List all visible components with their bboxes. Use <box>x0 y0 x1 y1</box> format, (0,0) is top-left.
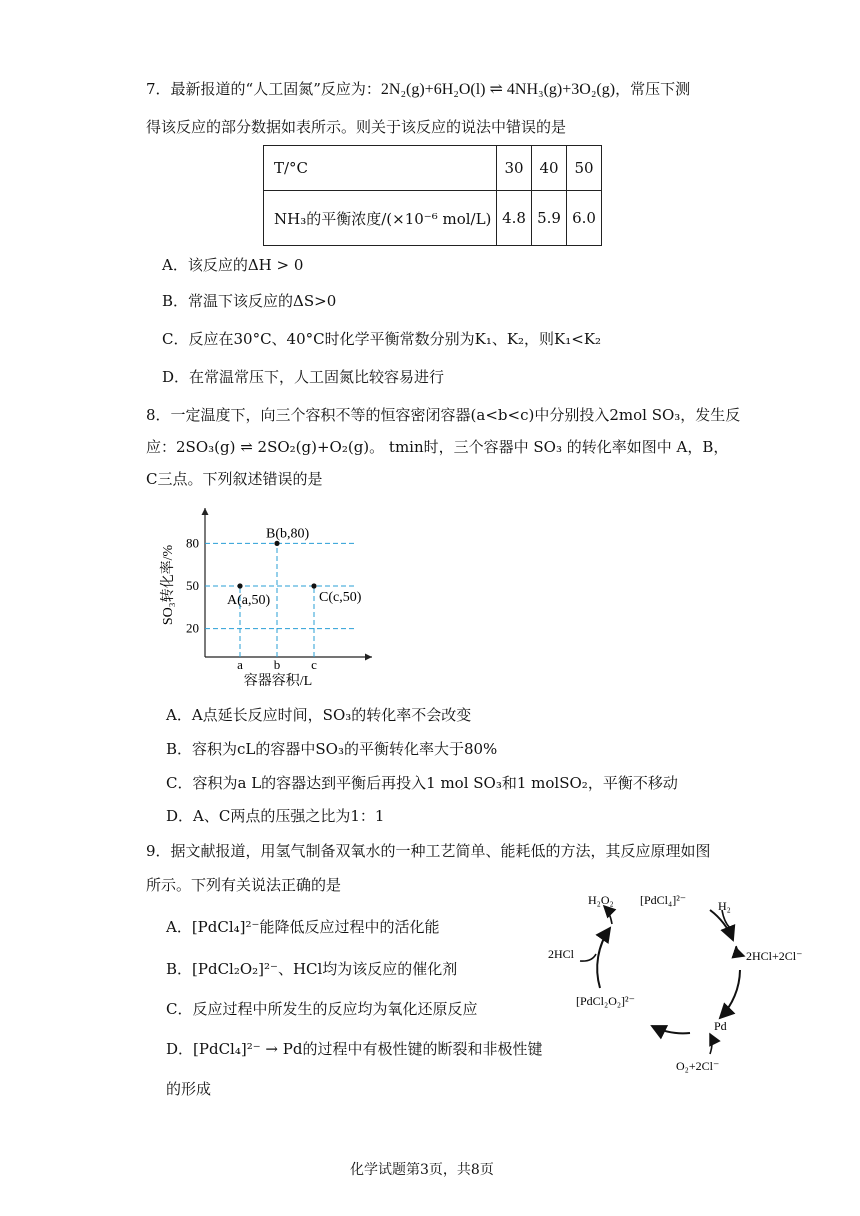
q8-stem-line2: 应：2SO₃(g) ⇌ 2SO₂(g)+O₂(g)。 tmin时，三个容器中 SO₃ 的转化率如图中 A，B， <box>146 438 729 456</box>
x-axis-label: 容器容积/L <box>243 674 313 689</box>
x-tick-a: a <box>237 657 243 672</box>
q9-option-c: C．反应过程中所发生的反应均为氧化还原反应 <box>166 1000 478 1018</box>
q7-option-a: A．该反应的ΔH > 0 <box>162 256 304 274</box>
cycle-arrow-left <box>597 928 610 988</box>
hcl-input-arrow <box>580 954 596 961</box>
q8-option-a: A．A点延长反应时间，SO₃的转化率不会改变 <box>166 706 472 724</box>
q7-intro: 7．最新报道的“人工固氮”反应为： <box>146 80 381 98</box>
q7-option-c: C．反应在30°C、40°C时化学平衡常数分别为K₁、K₂，则K₁<K₂ <box>162 330 602 348</box>
q7-equation: 2N₂(g)+6H₂O(l) ⇌ 4NH₃(g)+3O₂(g) <box>380 81 616 98</box>
point-B <box>274 541 279 546</box>
table-temp-30: 30 <box>497 146 532 191</box>
label-pdcl4: [PdCl₄]²⁻ <box>640 893 687 907</box>
table-temp-40: 40 <box>532 146 567 191</box>
q9-stem-line1: 9．据文献报道，用氢气制备双氧水的一种工艺简单、能耗低的方法，其反应原理如图 <box>146 842 711 860</box>
label-2hcl-2cl-out: 2HCl+2Cl⁻ <box>746 949 803 963</box>
point-label-C: C(c,50) <box>319 590 362 605</box>
table-value-40: 5.9 <box>532 191 567 246</box>
cycle-arrow-right <box>720 970 740 1018</box>
q9-option-d-continued: 的形成 <box>166 1080 212 1098</box>
table-row-label: NH₃的平衡浓度/(×10⁻⁶ mol/L) <box>264 191 497 246</box>
y-tick-80: 80 <box>186 535 199 551</box>
hcl-release-arrow <box>736 946 744 956</box>
x-tick-c: c <box>311 657 317 672</box>
x-tick-b: b <box>273 657 281 672</box>
q8-conversion-chart <box>150 500 390 700</box>
y-tick-20: 20 <box>186 620 199 636</box>
h2o2-release-arrow <box>604 906 612 924</box>
cycle-arrow-top-right <box>710 910 733 940</box>
label-2hcl-in: 2HCl <box>548 947 575 961</box>
q7-data-table <box>263 145 602 246</box>
cycle-arrow-bottom <box>652 1026 690 1033</box>
table-value-30: 4.8 <box>497 191 532 246</box>
point-label-A: A(a,50) <box>227 593 271 608</box>
table-value-50: 6.0 <box>567 191 602 246</box>
q7-stem-line1 <box>146 80 690 99</box>
point-A <box>237 583 242 588</box>
q8-option-b: B．容积为cL的容器中SO₃的平衡转化率大于80% <box>166 740 498 758</box>
y-tick-50: 50 <box>186 578 199 593</box>
q8-stem-line1: 8．一定温度下，向三个容积不等的恒容密闭容器(a<b<c)中分别投入2mol SO₃，发生反 <box>146 406 741 424</box>
o2-input-arrow <box>710 1034 712 1054</box>
label-o2-2cl-in: O₂+2Cl⁻ <box>676 1059 720 1073</box>
q9-stem-line2: 所示。下列有关说法正确的是 <box>146 876 342 894</box>
x-tick-labels <box>237 657 317 672</box>
label-h2: H₂ <box>718 899 731 913</box>
q9-option-b: B．[PdCl₂O₂]²⁻、HCl均为该反应的催化剂 <box>166 960 458 978</box>
point-label-B: B(b,80) <box>266 526 310 542</box>
page-footer: 化学试题第3页，共8页 <box>350 1162 494 1178</box>
q7-stem-line2: 得该反应的部分数据如表所示。则关于该反应的说法中错误的是 <box>146 118 567 136</box>
q7-option-b: B．常温下该反应的ΔS>0 <box>162 292 337 310</box>
q7-option-d: D．在常温常压下，人工固氮比较容易进行 <box>162 368 445 386</box>
table-temp-50: 50 <box>567 146 602 191</box>
q8-option-c: C．容积为a L的容器达到平衡后再投入1 mol SO₃和1 molSO₂，平衡不移动 <box>166 774 678 792</box>
data-points <box>227 526 362 608</box>
q8-option-d: D．A、C两点的压强之比为1：1 <box>166 807 385 825</box>
label-pdcl2o2: [PdCl₂O₂]²⁻ <box>576 994 635 1008</box>
label-pd: Pd <box>714 1019 727 1033</box>
y-axis-label: SO₃转化率/% <box>161 544 176 626</box>
q9-catalytic-cycle-diagram <box>540 888 820 1078</box>
point-C <box>311 583 316 588</box>
label-h2o2: H₂O₂ <box>588 893 614 907</box>
table-header-label: T/°C <box>264 146 497 191</box>
q9-option-a: A．[PdCl₄]²⁻能降低反应过程中的活化能 <box>166 918 440 936</box>
q7-stem-tail: ，常压下测 <box>615 80 691 98</box>
y-tick-labels <box>186 535 199 635</box>
q8-stem-line3: C三点。下列叙述错误的是 <box>146 470 323 488</box>
q9-option-d: D．[PdCl₄]²⁻ → Pd的过程中有极性键的断裂和非极性键 <box>166 1040 543 1058</box>
